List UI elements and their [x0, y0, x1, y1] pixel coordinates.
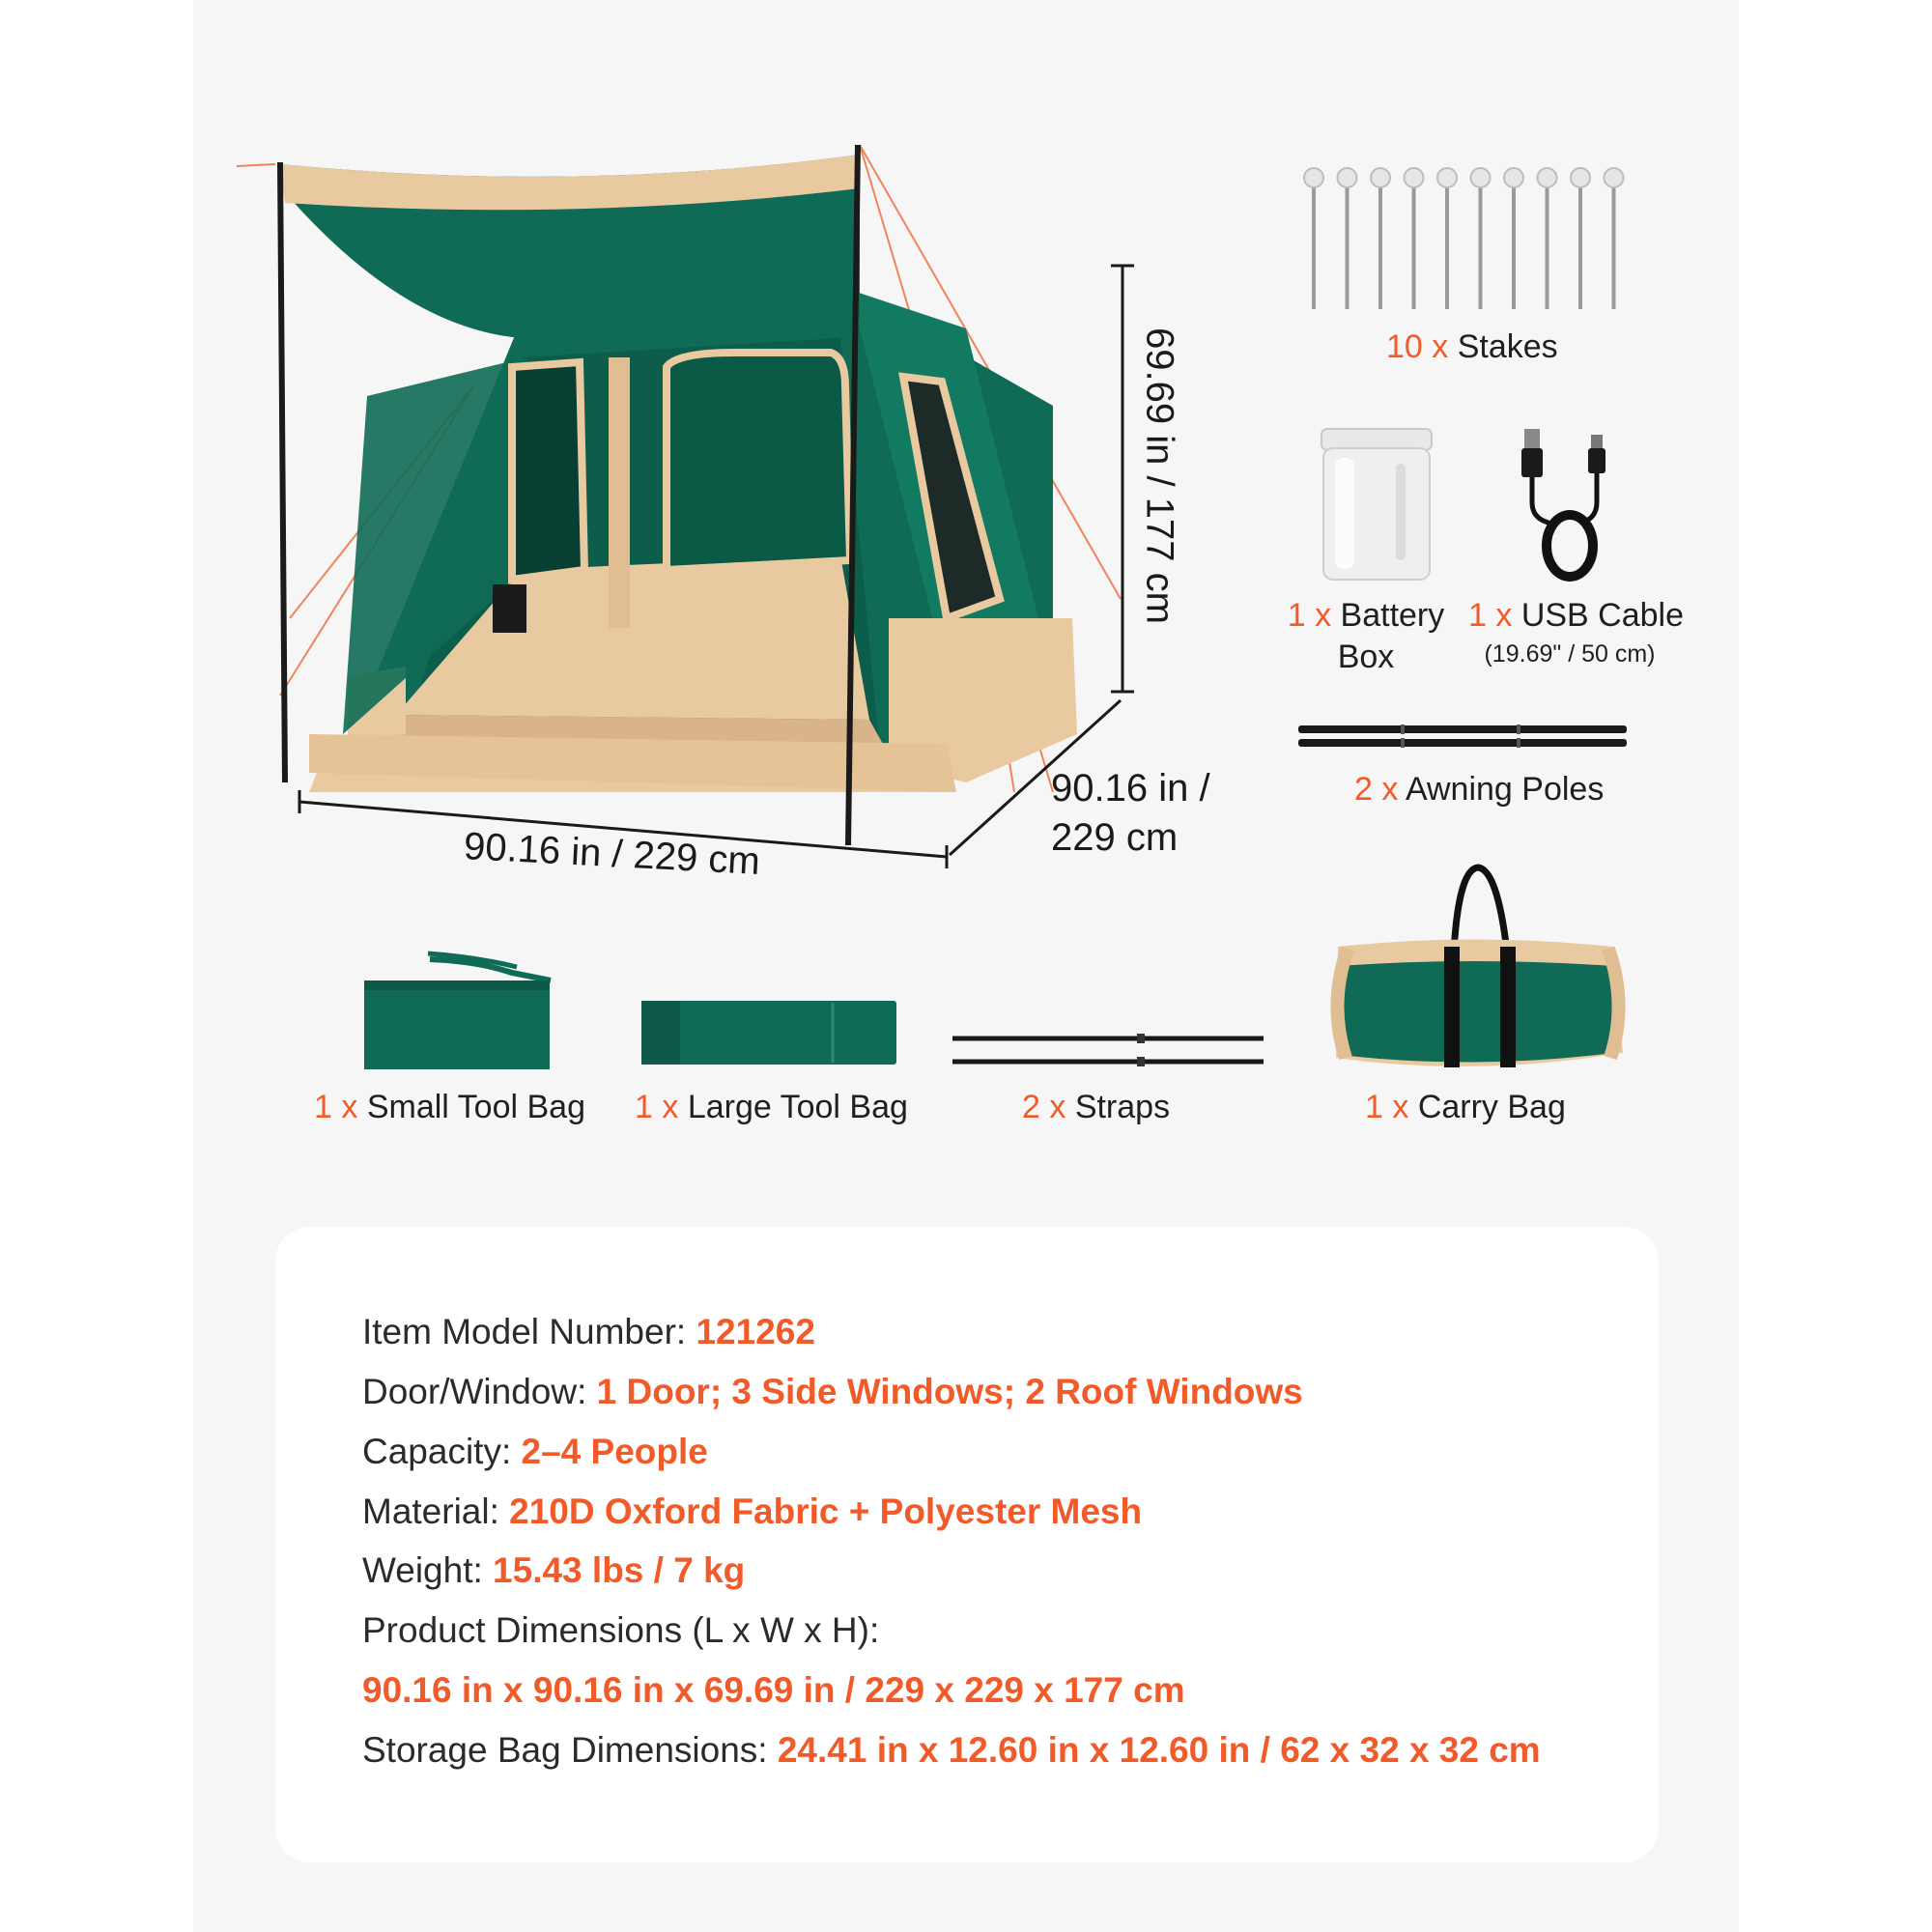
spec-label: Storage Bag Dimensions:	[362, 1730, 778, 1770]
spec-product-dimensions-value	[362, 1670, 1185, 1711]
spec-label: Door/Window:	[362, 1372, 597, 1411]
carry-bag-icon	[1319, 860, 1633, 1082]
spec-weight	[362, 1550, 745, 1591]
stake-icon	[1571, 168, 1590, 309]
spec-storage-bag-dimensions	[362, 1730, 1541, 1771]
carry-bag-qty: 1 x	[1365, 1089, 1409, 1125]
large-tool-bag-icon	[639, 997, 900, 1069]
small-tool-bag-caption	[314, 1089, 585, 1126]
height-dimension-label: 69.69 in / 177 cm	[1138, 327, 1181, 624]
small-tool-bag-qty: 1 x	[314, 1089, 358, 1125]
battery-box-icon	[1314, 425, 1439, 584]
spec-label: Product Dimensions (L x W x H):	[362, 1610, 880, 1650]
awning-poles-name: Awning Poles	[1405, 771, 1605, 808]
straps-caption	[1022, 1089, 1170, 1126]
length-dimension-label: 90.16 in / 229 cm	[463, 825, 761, 884]
spec-value: 1 Door; 3 Side Windows; 2 Roof Windows	[596, 1372, 1303, 1411]
spec-door-window	[362, 1372, 1303, 1412]
spec-label: Capacity:	[362, 1432, 522, 1471]
stake-icon	[1371, 168, 1390, 309]
stake-icon	[1294, 164, 1633, 319]
spec-value: 210D Oxford Fabric + Polyester Mesh	[509, 1492, 1143, 1531]
spec-capacity	[362, 1432, 708, 1472]
spec-value: 90.16 in x 90.16 in x 69.69 in / 229 x 229 x 177 cm	[362, 1670, 1185, 1710]
stake-icon	[1605, 168, 1624, 309]
spec-value: 15.43 lbs / 7 kg	[493, 1550, 746, 1590]
spec-label: Material:	[362, 1492, 510, 1531]
stakes-name: Stakes	[1457, 328, 1558, 365]
spec-value: 121262	[696, 1312, 815, 1351]
usb-cable-length: (19.69" / 50 cm)	[1484, 640, 1656, 668]
width-dimension-label-line2: 229 cm	[1051, 816, 1179, 859]
spec-value: 24.41 in x 12.60 in x 12.60 in / 62 x 32 x 32 cm	[777, 1730, 1541, 1770]
spec-material	[362, 1492, 1142, 1532]
small-tool-bag-icon	[362, 952, 555, 1072]
strap-icon	[949, 1029, 1267, 1072]
stake-icon	[1338, 168, 1357, 309]
stake-icon	[1405, 168, 1424, 309]
straps-qty: 2 x	[1022, 1089, 1066, 1125]
spec-value: 2–4 People	[521, 1432, 708, 1471]
spec-label: Item Model Number:	[362, 1312, 696, 1351]
spec-label: Weight:	[362, 1550, 494, 1590]
awning-pole-icon	[1294, 720, 1633, 758]
usb-cable-caption	[1468, 597, 1685, 668]
battery-box-qty: 1 x	[1287, 597, 1332, 634]
straps-name: Straps	[1074, 1089, 1171, 1125]
small-tool-bag-name: Small Tool Bag	[366, 1089, 585, 1125]
large-tool-bag-caption	[635, 1089, 908, 1126]
battery-box-name: Battery	[1340, 597, 1445, 634]
width-dimension-label-line1: 90.16 in /	[1051, 767, 1210, 810]
spec-model-number	[362, 1312, 815, 1352]
spec-product-dimensions-label	[362, 1610, 879, 1651]
usb-cable-icon	[1517, 425, 1623, 580]
stake-icon	[1304, 168, 1323, 309]
carry-bag-name: Carry Bag	[1417, 1089, 1566, 1125]
battery-box-caption	[1285, 597, 1447, 676]
stake-icon	[1504, 168, 1523, 309]
stakes-caption	[1386, 328, 1558, 366]
awning-poles-caption	[1354, 771, 1604, 809]
specifications-card	[275, 1227, 1659, 1862]
battery-box-name-line2: Box	[1337, 639, 1395, 675]
stakes-qty: 10 x	[1386, 328, 1449, 365]
stake-icon	[1437, 168, 1457, 309]
usb-cable-qty: 1 x	[1468, 597, 1513, 634]
awning-poles-qty: 2 x	[1354, 771, 1399, 808]
large-tool-bag-qty: 1 x	[635, 1089, 679, 1125]
large-tool-bag-name: Large Tool Bag	[687, 1089, 908, 1125]
carry-bag-caption	[1365, 1089, 1566, 1126]
stake-icon	[1471, 168, 1491, 309]
stake-icon	[1538, 168, 1557, 309]
usb-cable-name: USB Cable	[1520, 597, 1685, 634]
